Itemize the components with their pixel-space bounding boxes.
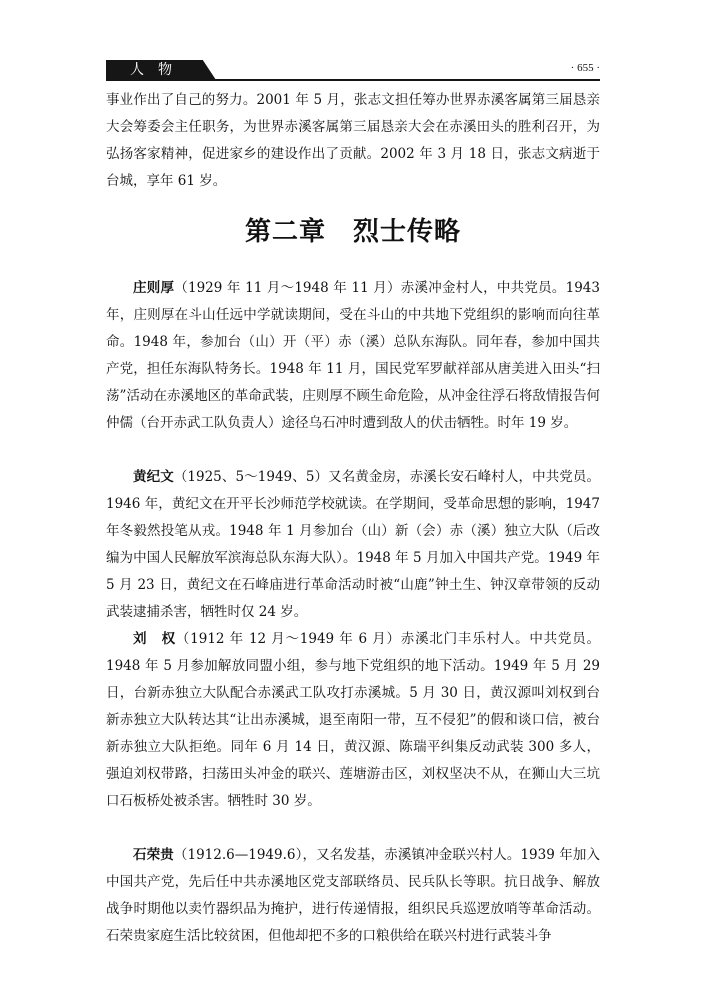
chapter-title: 第二章 烈士传略 (244, 217, 461, 247)
intro-paragraph: 事业作出了自己的努力。2001 年 5 月，张志文担任筹办世界赤溪客属第三届恳亲大会筹委会主任职务，为世界赤溪客属第三届恳亲大会在赤溪田头的胜利召开，为弘扬客家精神，促进家乡的建设作出了贡献。2002 年 3 月 18 日，张志文病逝于台城，享年 61 岁。 (106, 92, 600, 189)
biography-text: （1912.6—1949.6），又名发基，赤溪镇冲金联兴村人。1939 年加入中国共产党，先后任中共赤溪地区党支部联络员、民兵队长等职。抗日战争、解放战争时期他以卖竹器织品为掩护，进行传递情报，组织民兵巡逻放哨等革命活动。石荣贵家庭生活比较贫困，但他却把不多的口粮供给在联兴村进行武装斗争 (106, 847, 600, 944)
biography-paragraph (106, 464, 600, 626)
page-number: · 655 · (570, 62, 600, 74)
running-header (106, 60, 600, 80)
section-label: 人物 (130, 62, 186, 78)
biography-paragraph (106, 275, 600, 437)
page-body (106, 87, 600, 950)
biography-name: 刘 权 (133, 631, 176, 647)
biography-name: 庄则厚 (133, 280, 175, 296)
paragraph-gap (106, 437, 600, 464)
biography-text: （1925、5～1949、5）又名黄金房，赤溪长安石峰村人，中共党员。1946 年，黄纪文在开平长沙师范学校就读。在学期间，受革命思想的影响，1947 年冬毅然投笔从戎。1948 年 1 月参加台（山）新（会）赤（溪）独立大队（后改编为中国人民解放军滨海总队东海大队）。1948 年 5 月加入中国共产党。1949 年 5 月 23 日，黄纪文在石峰庙进行革命活动时被“山鹿”钟土生、钟汉章带领的反动武装逮捕杀害，牺牲时仅 24 岁。 (106, 469, 601, 620)
biography-paragraph (106, 842, 600, 950)
paragraph-gap (106, 815, 600, 842)
biography-name: 石荣贵 (133, 847, 174, 863)
biography-name: 黄纪文 (133, 469, 174, 485)
header-rule (106, 79, 600, 81)
biography-paragraph (106, 626, 600, 815)
biography-text: （1929 年 11 月～1948 年 11 月）赤溪冲金村人，中共党员。1943 年，庄则厚在斗山任远中学就读期间，受在斗山的中共地下党组织的影响而向往革命。1948 年，参加台（山）开（平）赤（溪）总队东海队。同年春，参加中国共产党，担任东海队特务长。1948 年 11 月，国民党军罗献祥部从唐美进入田头“扫荡”活动在赤溪地区的革命武装，庄则厚不顾生命危险，从冲金往浮石将敌情报告何仲儒（台开赤武工队负责人）途径乌石冲时遭到敌人的伏击牺牲。时年 19 岁。 (106, 280, 600, 431)
biography-text: （1912 年 12 月～1949 年 6 月）赤溪北门丰乐村人。中共党员。1948 年 5 月参加解放同盟小组，参与地下党组织的地下活动。1949 年 5 月 29 日，台新赤独立大队配合赤溪武工队攻打赤溪城。5 月 30 日，黄汉源叫刘权到台新赤独立大队转达其“让出赤溪城，退至南阳一带，互不侵犯”的假和谈口信，被台新赤独立大队拒绝。同年 6 月 14 日，黄汉源、陈瑞平纠集反动武装 300 多人，强迫刘权带路，扫荡田头冲金的联兴、莲塘游击区，刘权坚决不从，在狮山大三坑口石板桥处被杀害。牺牲时 30 岁。 (106, 631, 600, 809)
